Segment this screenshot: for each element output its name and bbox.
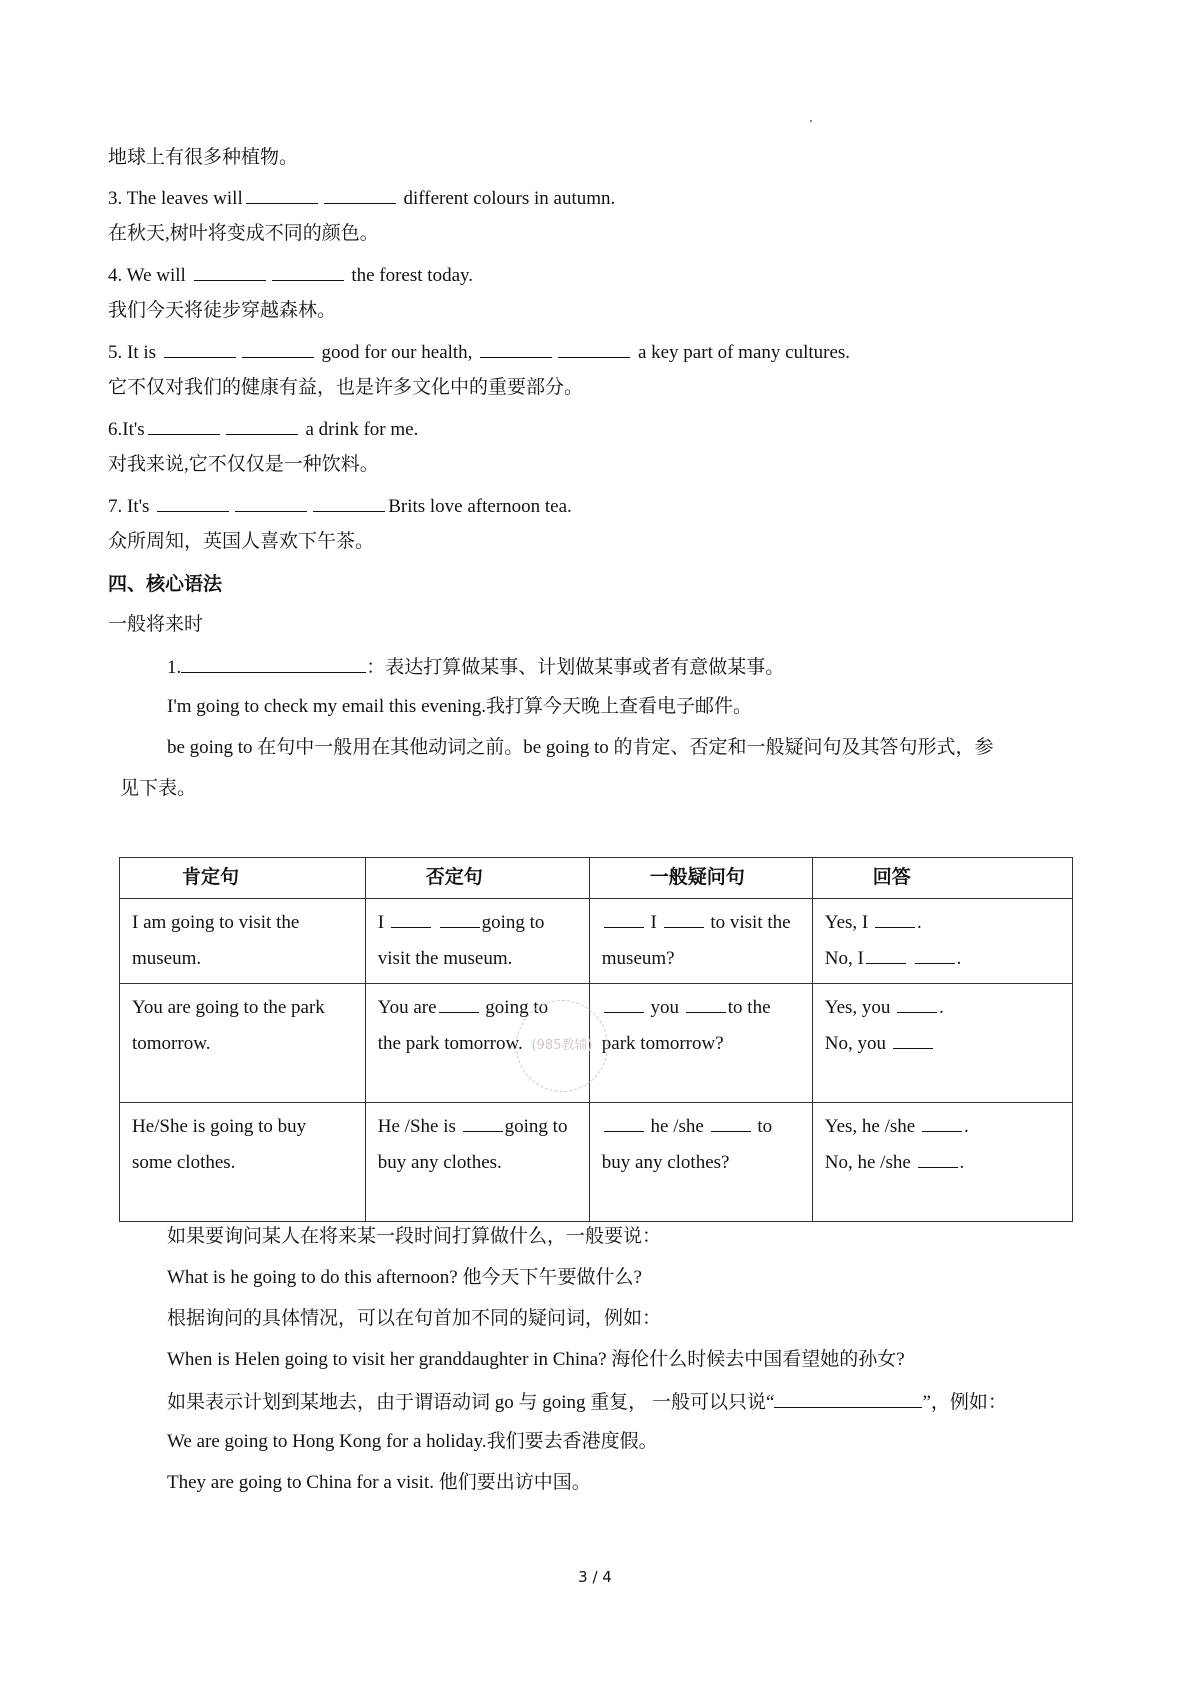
cell-question: you to the park tomorrow? <box>589 984 812 1103</box>
header-answer: 回答 <box>812 858 1072 899</box>
answer-blank[interactable] <box>440 911 480 928</box>
answer-blank[interactable] <box>711 1115 751 1132</box>
after-line-2: What is he going to do this afternoon? 他今天下午要做什么? <box>167 1267 642 1288</box>
stray-dot <box>810 120 812 122</box>
watermark-stamp: (985教辅) <box>516 1000 608 1092</box>
answer-blank[interactable] <box>480 339 552 358</box>
cell-answer: Yes, you . No, you <box>812 984 1072 1103</box>
grammar-note-line-2: 见下表。 <box>120 778 197 799</box>
cell-answer: Yes, I . No, I . <box>812 899 1072 984</box>
answer-blank[interactable] <box>194 262 266 281</box>
answer-blank[interactable] <box>391 911 431 928</box>
answer-blank[interactable] <box>604 911 644 928</box>
after-line-6: We are going to Hong Kong for a holiday.我们要去香港度假。 <box>167 1431 658 1452</box>
cell-affirmative: I am going to visit the museum. <box>120 899 366 984</box>
grammar-point-1: 1. ：表达打算做某事、计划做某事或者有意做某事。 <box>167 654 784 680</box>
answer-blank[interactable] <box>313 493 385 512</box>
cell-question: I to visit the museum? <box>589 899 812 984</box>
answer-blank[interactable] <box>324 185 396 204</box>
answer-blank[interactable] <box>875 911 915 928</box>
exercise-2-translation: 地球上有很多种植物。 <box>108 147 299 168</box>
answer-blank[interactable] <box>463 1115 503 1132</box>
answer-blank[interactable] <box>922 1115 962 1132</box>
exercise-6: 6.It's a drink for me. <box>108 416 418 442</box>
after-line-7: They are going to China for a visit. 他们要出访中国。 <box>167 1472 591 1493</box>
header-negative: 否定句 <box>365 858 589 899</box>
answer-blank[interactable] <box>604 1115 644 1132</box>
header-affirmative: 肯定句 <box>120 858 366 899</box>
table-row <box>120 899 1073 984</box>
cell-affirmative: He/She is going to buy some clothes. <box>120 1103 366 1222</box>
answer-blank[interactable] <box>235 493 307 512</box>
exercise-5: 5. It is good for our health, a key part of many cultures. <box>108 339 850 365</box>
grammar-note-line-1: be going to 在句中一般用在其他动词之前。be going to 的肯定、否定和一般疑问句及其答句形式，参 <box>167 737 994 758</box>
answer-blank[interactable] <box>272 262 344 281</box>
after-line-3: 根据询问的具体情况，可以在句首加不同的疑问词，例如： <box>167 1308 662 1329</box>
after-line-5: 如果表示计划到某地去，由于谓语动词 go 与 going 重复， 一般可以只说“ ”，例如： <box>167 1389 1007 1415</box>
grammar-example-1: I'm going to check my email this evening.我打算今天晚上查看电子邮件。 <box>167 696 752 717</box>
exercise-7: 7. It's Brits love afternoon tea. <box>108 493 572 519</box>
page-number: 3 / 4 <box>578 1568 612 1586</box>
cell-negative: He /She is going to buy any clothes. <box>365 1103 589 1222</box>
answer-blank[interactable] <box>918 1151 958 1168</box>
answer-blank[interactable] <box>915 947 955 964</box>
answer-blank[interactable] <box>181 654 366 673</box>
table-row <box>120 1103 1073 1222</box>
exercise-3: 3. The leaves will different colours in autumn. <box>108 185 615 211</box>
grammar-subheading: 一般将来时 <box>108 614 204 635</box>
answer-blank[interactable] <box>897 996 937 1013</box>
answer-blank[interactable] <box>246 185 318 204</box>
table-header-row <box>120 858 1073 899</box>
answer-blank[interactable] <box>774 1389 922 1408</box>
answer-blank[interactable] <box>157 493 229 512</box>
answer-blank[interactable] <box>893 1032 933 1049</box>
answer-blank[interactable] <box>558 339 630 358</box>
answer-blank[interactable] <box>866 947 906 964</box>
answer-blank[interactable] <box>226 416 298 435</box>
cell-affirmative: You are going to the park tomorrow. <box>120 984 366 1103</box>
answer-blank[interactable] <box>148 416 220 435</box>
exercise-4-translation: 我们今天将徒步穿越森林。 <box>108 300 337 321</box>
header-question: 一般疑问句 <box>589 858 812 899</box>
exercise-4: 4. We will the forest today. <box>108 262 473 288</box>
exercise-5-translation: 它不仅对我们的健康有益，也是许多文化中的重要部分。 <box>108 377 584 398</box>
answer-blank[interactable] <box>604 996 644 1013</box>
exercise-3-translation: 在秋天,树叶将变成不同的颜色。 <box>108 223 379 244</box>
section-heading: 四、核心语法 <box>108 573 223 595</box>
answer-blank[interactable] <box>664 911 704 928</box>
after-line-4: When is Helen going to visit her granddaughter in China? 海伦什么时候去中国看望她的孙女? <box>167 1349 905 1370</box>
cell-question: he /she to buy any clothes? <box>589 1103 812 1222</box>
answer-blank[interactable] <box>686 996 726 1013</box>
answer-blank[interactable] <box>242 339 314 358</box>
after-line-1: 如果要询问某人在将来某一段时间打算做什么，一般要说： <box>167 1226 662 1247</box>
cell-negative: I going to visit the museum. <box>365 899 589 984</box>
answer-blank[interactable] <box>439 996 479 1013</box>
cell-answer: Yes, he /she . No, he /she . <box>812 1103 1072 1222</box>
exercise-7-translation: 众所周知，英国人喜欢下午茶。 <box>108 531 375 552</box>
answer-blank[interactable] <box>164 339 236 358</box>
cell-negative: You are going to the park tomorrow. <box>365 984 589 1103</box>
exercise-6-translation: 对我来说,它不仅仅是一种饮料。 <box>108 454 379 475</box>
